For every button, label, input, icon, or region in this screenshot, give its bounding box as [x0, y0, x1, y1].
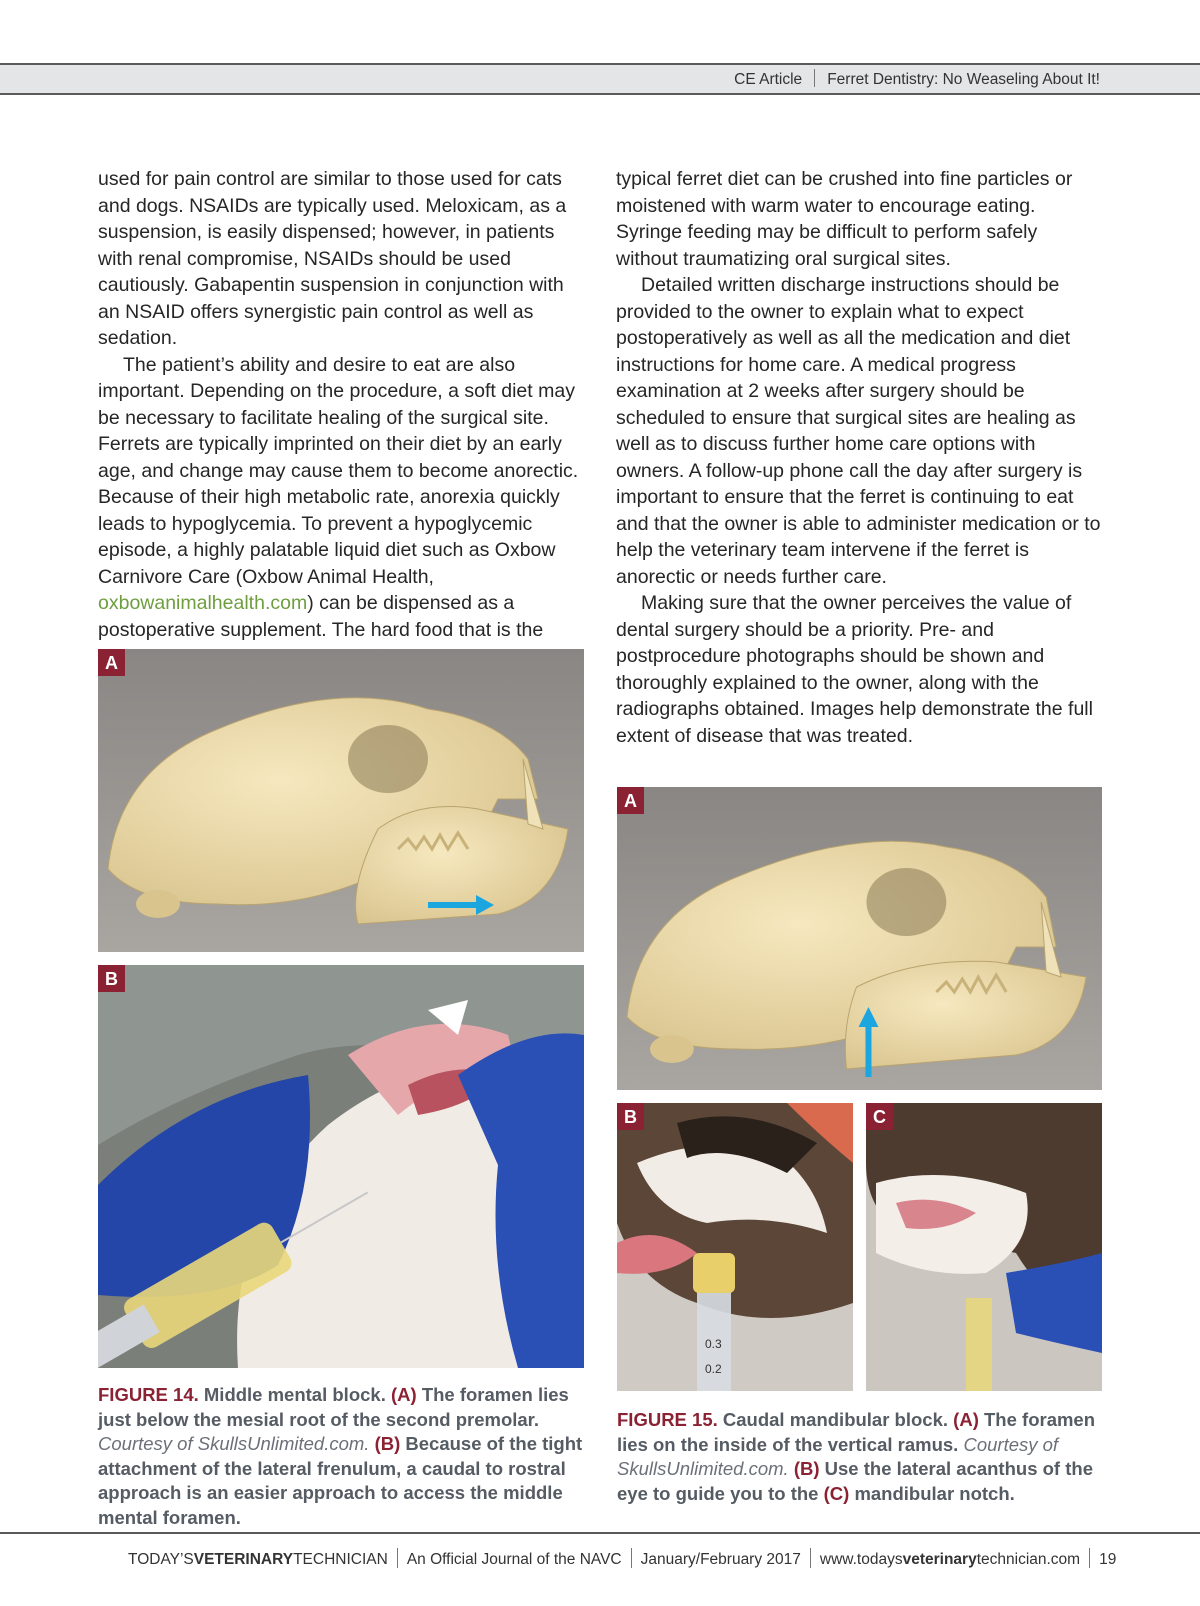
footer-divider — [1089, 1548, 1090, 1568]
url-part-3: technician.com — [976, 1551, 1081, 1568]
panel-key-a: (A) — [390, 1384, 417, 1405]
figure-15c-ferret-photo — [866, 1103, 1102, 1391]
page-number: 19 — [1099, 1551, 1117, 1568]
figure-14-label: FIGURE 14. — [98, 1384, 199, 1405]
figure-14-caption — [98, 1383, 588, 1530]
figure-14a-skull-photo — [98, 649, 584, 952]
figure-15-courtesy: Courtesy of SkullsUnlimited.com. — [617, 1433, 1059, 1479]
figure-15-caption — [617, 1408, 1105, 1506]
brand-part-1: TODAY’S — [128, 1551, 194, 1568]
page-footer — [128, 1547, 1116, 1573]
header-title: Ferret Dentistry: No Weaseling About It! — [827, 71, 1100, 88]
right-paragraph-3: Making sure that the owner perceives the value of dental surgery should be a priority. Pre- and postprocedure photographs should be shown and thoroughly explained to the owner, along with the radiographs obtained. Images help demonstrate the full extent of disease that was treated. — [616, 592, 1093, 747]
footer-journal: An Official Journal of the NAVC — [406, 1551, 622, 1568]
footer-brand — [128, 1551, 388, 1568]
figure-15-a-text: The foramen lies on the inside of the vertical ramus. — [617, 1409, 1096, 1455]
left-paragraph-1: used for pain control are similar to those used for cats and dogs. NSAIDs are typically used. Meloxicam, as a suspension, is easily dispensed; however, in patients with renal compromise, NSAIDs should be used cautiously. Gabapentin suspension in conjunction with an NSAID offers synergistic pain control as well as sedation. — [98, 168, 567, 349]
panel-label: B — [98, 965, 125, 992]
skull-illustration — [98, 649, 584, 952]
panel-label: B — [617, 1103, 644, 1130]
figure-15b-ferret-photo — [617, 1103, 853, 1391]
figure-15-label: FIGURE 15. — [617, 1409, 718, 1430]
panel-label: A — [617, 787, 644, 814]
header-divider — [814, 69, 815, 87]
header-section: CE Article — [734, 71, 803, 88]
ferret-injection-illustration — [617, 1103, 853, 1391]
footer-rule — [0, 1532, 1200, 1534]
panel-label: C — [866, 1103, 893, 1130]
footer-issue: January/February 2017 — [640, 1551, 801, 1568]
footer-divider — [397, 1548, 398, 1568]
figure-15-title: Caudal mandibular block. — [722, 1409, 949, 1430]
left-paragraph-2-text: The patient’s ability and desire to eat are also important. Depending on the procedure, a soft diet may be necessary to facilitate healing of the surgical site. Ferrets are typically imprinted on their diet by an early age, and change may cause them to become anorectic. Because of their high metabolic rate, anorexia quickly leads to hypoglycemia. To prevent a hypoglycemic episode, a highly palatable liquid diet such as Oxbow Carnivore Care (Oxbow Animal Health, — [98, 353, 579, 588]
footer-divider — [810, 1548, 811, 1568]
ferret-injection-illustration — [98, 965, 584, 1368]
right-paragraph-1: typical ferret diet can be crushed into fine particles or moistened with warm water to encourage eating. Syringe feeding may be difficult to perform safely without traumatizing oral surgical sites. — [616, 168, 1073, 270]
brand-part-2: VETERINARY — [193, 1551, 294, 1568]
syringe-mark-1: 0.3 — [705, 1337, 722, 1351]
footer-divider — [631, 1548, 632, 1568]
figure-14b-ferret-photo — [98, 965, 584, 1368]
ferret-injection-illustration — [866, 1103, 1102, 1391]
panel-key-b: (B) — [793, 1458, 820, 1479]
figure-14-b-text: Because of the tight attachment of the lateral frenulum, a caudal to rostral approach is an easier approach to access the middle mental foramen. — [98, 1433, 583, 1528]
panel-key-b: (B) — [374, 1433, 401, 1454]
left-paragraph-2 — [98, 352, 584, 644]
syringe-mark-2: 0.2 — [705, 1362, 722, 1376]
figure-14-a-text: The foramen lies just below the mesial root of the second premolar. — [98, 1384, 569, 1430]
panel-label: A — [98, 649, 125, 676]
url-part-1: www.todays — [819, 1551, 903, 1568]
panel-key-c: (C) — [823, 1482, 850, 1504]
right-column — [616, 166, 1102, 749]
header-text — [734, 65, 1100, 93]
figure-14-title: Middle mental block. — [203, 1384, 386, 1405]
figure-15a-skull-photo — [617, 787, 1102, 1090]
right-paragraph-2: Detailed written discharge instructions should be provided to the owner to explain what to expect postoperatively as well as all the medication and diet instructions for home care. A medical progress examination at 2 weeks after surgery should be scheduled to ensure that surgical sites are healing as well as to discuss further home care options with owners. A follow-up phone call the day after surgery is important to ensure that the ferret is continuing to eat and that the owner is able to administer medication or to help the veterinary team intervene if the ferret is anorectic or needs further care. — [616, 274, 1101, 588]
figure-15-c-text: mandibular notch. — [854, 1482, 1015, 1504]
brand-part-3: TECHNICIAN — [293, 1551, 388, 1568]
left-column — [98, 166, 584, 643]
panel-key-a: (A) — [953, 1409, 979, 1430]
url-part-2: veterinary — [902, 1551, 977, 1568]
oxbow-link[interactable]: oxbowanimalhealth.com — [98, 592, 308, 614]
skull-illustration — [617, 787, 1102, 1090]
running-header — [0, 63, 1200, 95]
footer-url[interactable] — [820, 1551, 1080, 1568]
left-paragraph-2-tail: ) can be dispensed as a postoperative supplement. The hard food that is the — [98, 592, 544, 641]
figure-15-b-text: Use the lateral acanthus of the eye to guide you to the — [617, 1458, 1093, 1504]
figure-14-courtesy: Courtesy of SkullsUnlimited.com. — [98, 1433, 370, 1454]
